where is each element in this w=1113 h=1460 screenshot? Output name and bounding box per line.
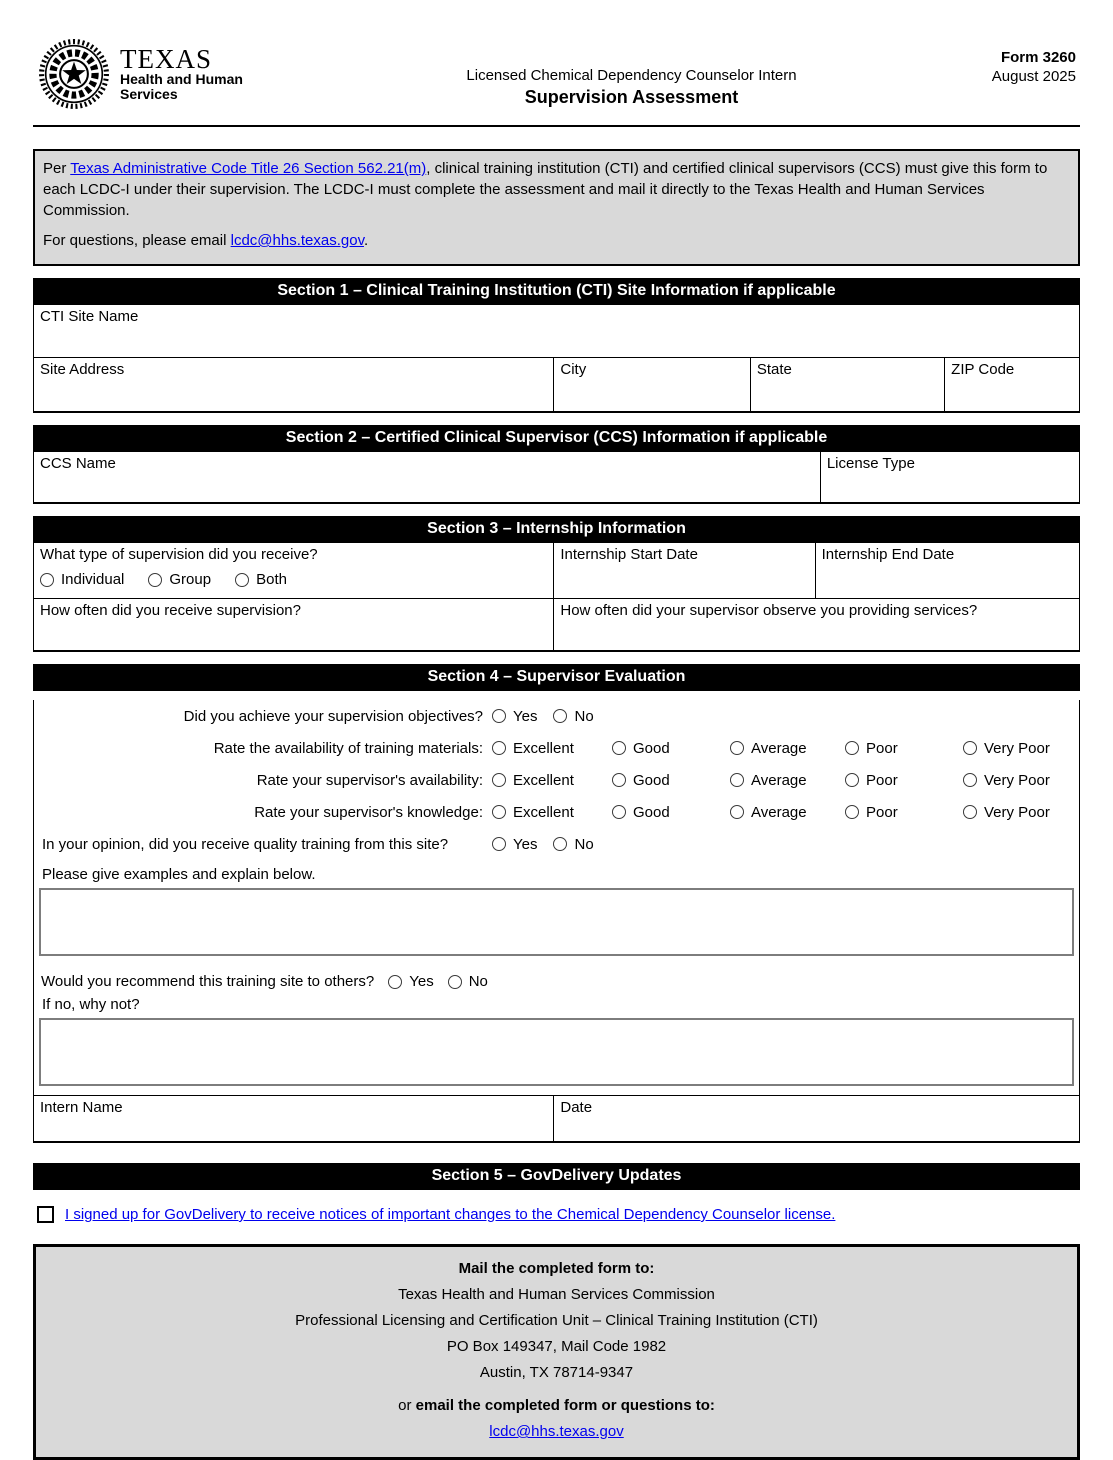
section1-box [33,305,1080,413]
form-number: Form 3260 [1000,49,1076,66]
availability-verypoor-label: Very Poor [984,771,1050,789]
availability-verypoor-radio[interactable] [963,772,1075,789]
materials-good-radio[interactable] [612,740,730,757]
availability-good-label: Good [633,771,670,789]
supervision-type-field [34,543,553,598]
supervision-type-row [34,543,1079,598]
section4-header: Section 4 – Supervisor Evaluation [33,664,1080,691]
recommend-yes-radio[interactable] [388,973,433,990]
why-not-label: If no, why not? [42,996,140,1013]
zip-code-field[interactable]: ZIP Code [944,358,1079,411]
section3-box [33,543,1080,652]
recommend-no-label: No [468,973,488,990]
knowledge-good-radio[interactable] [612,804,730,821]
materials-verypoor-radio[interactable] [963,740,1075,757]
radio-both[interactable] [235,571,287,588]
recommend-no-radio-icon[interactable] [448,975,462,989]
radio-individual-label: Individual [61,571,125,588]
radio-group-label: Group [169,571,212,588]
objectives-question: Did you achieve your supervision objectives? [183,707,483,725]
date-field[interactable]: Date [553,1096,1079,1141]
availability-excellent-label: Excellent [513,771,574,789]
questions-paragraph [43,230,1068,251]
quality-no-radio[interactable] [553,836,593,853]
materials-excellent-label: Excellent [513,739,574,757]
agency-name-texas: TEXAS [120,44,212,74]
knowledge-average-radio-icon[interactable] [730,805,744,819]
supervision-frequency-row [34,598,1079,650]
mail-heading: Mail the completed form to: [458,1260,655,1277]
instructions-prefix: Per [43,160,71,177]
radio-group-icon[interactable] [148,573,162,587]
agency-logo [33,38,333,115]
availability-poor-label: Poor [866,771,898,789]
instructions-box [33,149,1080,266]
mail-address-line4: Austin, TX 78714-9347 [479,1364,634,1381]
availability-question: Rate your supervisor's availability: [256,771,483,789]
tac-rule-link[interactable]: Texas Administrative Code Title 26 Section 562.21(m) [70,160,427,177]
form-title [333,38,930,109]
email-heading-bold: email the completed form or questions to: [415,1397,715,1414]
quality-yes-radio-icon[interactable] [492,837,506,851]
radio-individual[interactable] [40,571,124,588]
state-field[interactable]: State [750,358,944,411]
knowledge-excellent-radio-icon[interactable] [492,805,506,819]
cti-site-name-label: CTI Site Name [40,308,139,325]
license-type-field[interactable]: License Type [820,452,1079,502]
materials-average-radio[interactable] [730,740,845,757]
radio-both-icon[interactable] [235,573,249,587]
section3-header: Section 3 – Internship Information [33,516,1080,543]
availability-excellent-radio[interactable] [492,772,612,789]
objectives-no-radio-icon[interactable] [553,709,567,723]
quality-yes-radio[interactable] [492,836,537,853]
section1-header: Section 1 – Clinical Training Institution (CTI) Site Information if applicable [33,278,1080,305]
email-heading-prefix: or [398,1397,416,1414]
knowledge-verypoor-radio[interactable] [963,804,1075,821]
questions-prefix: For questions, please email [43,232,231,249]
knowledge-average-radio[interactable] [730,804,845,821]
mail-address-line2: Professional Licensing and Certification Unit – Clinical Training Institution (CTI) [295,1312,818,1329]
supervision-type-options [40,571,547,588]
knowledge-excellent-radio[interactable] [492,804,612,821]
header-divider [33,125,1080,127]
supervisor-observation-field[interactable]: How often did your supervisor observe you providing services? [553,599,1079,650]
availability-poor-radio-icon[interactable] [845,773,859,787]
govdelivery-row [33,1206,1080,1223]
availability-average-radio[interactable] [730,772,845,789]
intern-signature-row [34,1095,1079,1141]
agency-name-sub2: Services [120,86,178,102]
knowledge-poor-label: Poor [866,803,898,821]
materials-excellent-radio-icon[interactable] [492,741,506,755]
instructions-body: , clinical training institution (CTI) and certified clinical supervisors (CCS) must give this form to each LCDC-I under their supervision. The LCDC-I must complete the assessment and mail it directly to the Texas Health and Human Services Commission. [43,160,1048,219]
knowledge-excellent-label: Excellent [513,803,574,821]
availability-poor-radio[interactable] [845,772,963,789]
recommend-no-radio[interactable] [448,973,488,990]
supervision-frequency-field[interactable]: How often did you receive supervision? [40,602,301,619]
recommend-yes-label: Yes [409,973,434,990]
quality-training-question: In your opinion, did you receive quality training from this site? [42,835,449,853]
section4-box [33,700,1080,1143]
texas-hhs-seal-icon [38,38,110,115]
materials-good-radio-icon[interactable] [612,741,626,755]
materials-average-radio-icon[interactable] [730,741,744,755]
availability-average-label: Average [751,771,807,789]
examples-textarea[interactable] [39,888,1074,956]
materials-good-label: Good [633,739,670,757]
quality-training-row [34,828,1079,860]
availability-excellent-radio-icon[interactable] [492,773,506,787]
mail-address-line3: PO Box 149347, Mail Code 1982 [446,1338,667,1355]
quality-no-label: No [574,835,594,853]
materials-verypoor-radio-icon[interactable] [963,741,977,755]
section5-header: Section 5 – GovDelivery Updates [33,1163,1080,1190]
knowledge-verypoor-label: Very Poor [984,803,1050,821]
recommend-yes-radio-icon[interactable] [388,975,402,989]
materials-poor-label: Poor [866,739,898,757]
mailing-instructions-box [33,1244,1080,1460]
govdelivery-signup-link[interactable]: I signed up for GovDelivery to receive notices of important changes to the Chemical Dependency Counselor license. [65,1206,836,1223]
recommend-row [34,973,1079,990]
mailbox-email-link[interactable]: lcdc@hhs.texas.gov [489,1423,624,1440]
objectives-no-label: No [574,707,594,725]
availability-verypoor-radio-icon[interactable] [963,773,977,787]
knowledge-average-label: Average [751,803,807,821]
mail-address-line1: Texas Health and Human Services Commission [398,1286,715,1303]
radio-group[interactable] [148,571,211,588]
materials-rating-row [34,732,1079,764]
questions-suffix: . [363,232,369,249]
availability-rating-row [34,764,1079,796]
email-line [36,1419,1077,1445]
form-title-line2: Supervision Assessment [524,87,739,107]
knowledge-rating-row [34,796,1079,828]
knowledge-verypoor-radio-icon[interactable] [963,805,977,819]
site-address-row [34,357,1079,411]
knowledge-question: Rate your supervisor's knowledge: [254,803,483,821]
knowledge-poor-radio[interactable] [845,804,963,821]
internship-start-date-field[interactable]: Internship Start Date [553,543,814,598]
form-meta [930,38,1080,86]
form-title-line1: Licensed Chemical Dependency Counselor Intern [466,67,797,84]
objectives-yes-radio-icon[interactable] [492,709,506,723]
availability-good-radio-icon[interactable] [612,773,626,787]
internship-end-date-field[interactable]: Internship End Date [815,543,1079,598]
radio-individual-icon[interactable] [40,573,54,587]
materials-poor-radio-icon[interactable] [845,741,859,755]
objectives-yes-radio[interactable] [492,708,537,725]
agency-name [120,38,243,102]
examples-label: Please give examples and explain below. [42,866,316,883]
ccs-info-row [34,452,1079,502]
lcdc-email-link[interactable]: lcdc@hhs.texas.gov [230,232,364,249]
city-field[interactable]: City [553,358,749,411]
section2-box [33,452,1080,504]
materials-question: Rate the availability of training materials: [213,739,483,757]
supervision-type-question: What type of supervision did you receive? [40,546,318,563]
materials-verypoor-label: Very Poor [984,739,1050,757]
availability-good-radio[interactable] [612,772,730,789]
section2-header: Section 2 – Certified Clinical Supervisor (CCS) Information if applicable [33,425,1080,452]
materials-poor-radio[interactable] [845,740,963,757]
agency-name-sub1: Health and Human [120,71,243,87]
knowledge-good-label: Good [633,803,670,821]
why-not-textarea[interactable] [39,1018,1074,1086]
knowledge-poor-radio-icon[interactable] [845,805,859,819]
radio-both-label: Both [256,571,287,588]
availability-average-radio-icon[interactable] [730,773,744,787]
materials-excellent-radio[interactable] [492,740,612,757]
form-revision-date: August 2025 [991,68,1076,85]
ccs-name-field[interactable]: CCS Name [40,455,116,472]
site-address-field[interactable]: Site Address [40,361,125,378]
instructions-paragraph [43,158,1068,221]
recommend-question: Would you recommend this training site to others? [41,973,375,990]
govdelivery-checkbox[interactable] [37,1206,54,1223]
form-header [33,38,1080,115]
quality-no-radio-icon[interactable] [553,837,567,851]
quality-yes-label: Yes [513,835,538,853]
objectives-yes-label: Yes [513,707,538,725]
objectives-row [34,700,1079,732]
materials-average-label: Average [751,739,807,757]
cti-site-name-field[interactable] [34,305,1079,357]
intern-name-field[interactable]: Intern Name [40,1099,123,1116]
email-heading [36,1393,1077,1419]
knowledge-good-radio-icon[interactable] [612,805,626,819]
objectives-no-radio[interactable] [553,708,593,725]
